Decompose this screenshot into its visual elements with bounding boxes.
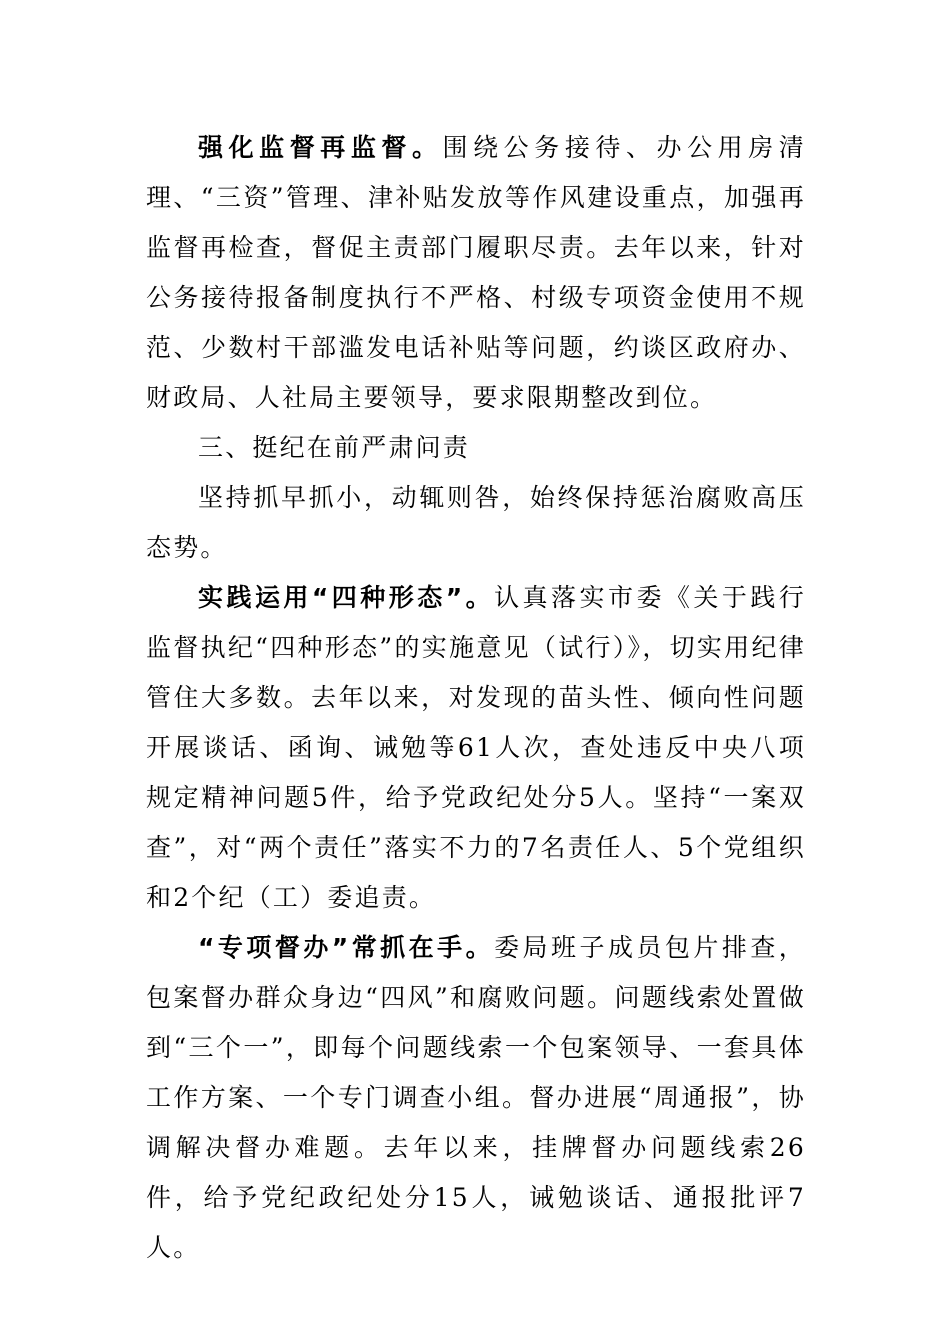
document-page bbox=[146, 123, 806, 1273]
paragraph-body: 围绕公务接待、办公用房清理、“三资”管理、津补贴发放等作风建设重点，加强再监督再检查，督促主责部门履职尽责。去年以来，针对公务接待报备制度执行不严格、村级专项资金使用不规范、少数村干部滥发电话补贴等问题，约谈区政府办、财政局、人社局主要领导，要求限期整改到位。 bbox=[146, 133, 806, 412]
paragraph-lead-title: 实践运用“四种形态”。 bbox=[198, 583, 495, 612]
paragraph-intro bbox=[146, 473, 806, 573]
paragraph-special-supervision bbox=[146, 923, 806, 1273]
paragraph-body: 委局班子成员包片排查，包案督办群众身边“四风”和腐败问题。问题线索处置做到“三个一”，即每个问题线索一个包案领导、一套具体工作方案、一个专门调查小组。督办进展“周通报”，协调解决督办难题。去年以来，挂牌督办问题线索26件，给予党纪政纪处分15人，诫勉谈话、通报批评7人。 bbox=[146, 933, 807, 1262]
section-heading: 三、挺纪在前严肃问责 bbox=[198, 433, 471, 462]
paragraph-lead-title: “专项督办”常抓在手。 bbox=[198, 933, 495, 962]
paragraph-four-forms bbox=[146, 573, 806, 923]
paragraph-lead-title: 强化监督再监督。 bbox=[198, 133, 443, 162]
paragraph-supervision bbox=[146, 123, 806, 423]
paragraph-body: 坚持抓早抓小，动辄则咎，始终保持惩治腐败高压态势。 bbox=[146, 483, 806, 562]
paragraph-body: 认真落实市委《关于践行监督执纪“四种形态”的实施意见（试行）》，切实用纪律管住大多数。去年以来，对发现的苗头性、倾向性问题开展谈话、函询、诫勉等61人次，查处违反中央八项规定精神问题5件，给予党政纪处分5人。坚持“一案双查”，对“两个责任”落实不力的7名责任人、5个党组织和2个纪（工）委追责。 bbox=[146, 583, 807, 912]
